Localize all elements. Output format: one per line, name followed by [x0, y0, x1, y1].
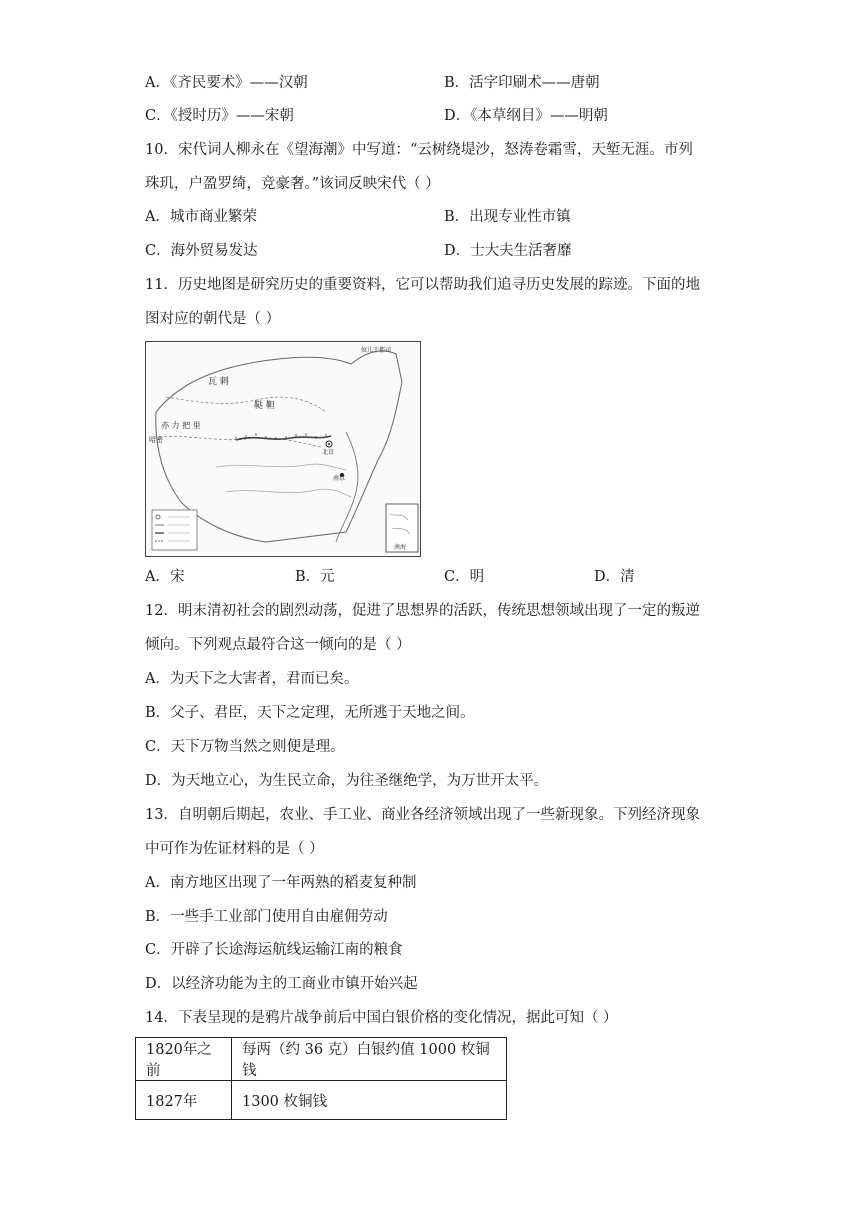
q13-option-a[interactable]: A．南方地区出现了一年两熟的稻麦复种制: [145, 875, 417, 891]
q13-stem-line2: 中可作为佐证材料的是（ ）: [145, 841, 324, 857]
q12-stem-line1: 12．明末清初社会的剧烈动荡，促进了思想界的活跃，传统思想领域出现了一定的叛逆: [145, 603, 700, 619]
historical-map: [145, 341, 421, 557]
table-row: [136, 1038, 507, 1081]
q10-option-c[interactable]: C．海外贸易发达: [145, 243, 258, 259]
q9-option-a[interactable]: A．《齐民要术》——汉朝: [145, 75, 308, 91]
q10-option-d[interactable]: D．士大夫生活奢靡: [444, 243, 572, 259]
map-label-1: 瓦 剌: [208, 377, 229, 387]
table-row: [136, 1081, 507, 1120]
q11-option-c[interactable]: C．明: [444, 569, 485, 585]
q11-option-a[interactable]: A．宋: [145, 569, 185, 585]
q12-option-d[interactable]: D．为天地立心，为生民立命，为往圣继绝学，为万世开太平。: [145, 773, 549, 789]
map-label-8: 南海: [394, 544, 407, 551]
q11-stem-line2: 图对应的朝代是（ ）: [145, 311, 281, 327]
map-label-3: 亦 力 把 里: [161, 421, 201, 430]
q9-option-c[interactable]: C．《授时历》——宋朝: [145, 108, 294, 124]
q13-option-c[interactable]: C．开辟了长途海运航线运输江南的粮食: [145, 942, 403, 958]
table-cell-period: 1827年: [136, 1081, 232, 1120]
q10-option-a[interactable]: A．城市商业繁荣: [145, 209, 257, 225]
q10-stem-line2: 珠玑，户盈罗绮，竞豪奢。”该词反映宋代（ ）: [145, 176, 440, 192]
q11-option-b[interactable]: B．元: [295, 569, 335, 585]
table-cell-value: 1300 枚铜钱: [232, 1081, 507, 1120]
silver-price-table: [135, 1037, 507, 1120]
table-cell-value: 每两（约 36 克）白银约值 1000 枚铜钱: [232, 1038, 507, 1081]
q11-option-d[interactable]: D．清: [594, 569, 635, 585]
map-label-7: 奴儿干都司: [361, 347, 392, 354]
q11-stem-line1: 11．历史地图是研究历史的重要资料，它可以帮助我们追寻历史发展的踪迹。下面的地: [145, 277, 700, 293]
q13-option-d[interactable]: D．以经济功能为主的工商业市镇开始兴起: [145, 976, 418, 992]
map-label-4: 哈密: [149, 436, 163, 444]
map-label-2: 鞑 靼: [254, 401, 275, 411]
q12-option-b[interactable]: B．父子、君臣，天下之定理，无所逃于天地之间。: [145, 705, 475, 721]
q12-stem-line2: 倾向。下列观点最符合这一倾向的是（ ）: [145, 637, 411, 653]
q10-stem-line1: 10．宋代词人柳永在《望海潮》中写道：“云树绕堤沙，怒涛卷霜雪，天堑无涯。市列: [145, 142, 693, 158]
q9-option-d[interactable]: D．《本草纲目》——明朝: [444, 108, 608, 124]
table-cell-period: 1820年之前: [136, 1038, 232, 1081]
q13-stem-line1: 13．自明朝后期起，农业、手工业、商业各经济领域出现了一些新现象。下列经济现象: [145, 807, 700, 823]
q9-option-b[interactable]: B．活字印刷术——唐朝: [444, 75, 600, 91]
q13-option-b[interactable]: B．一些手工业部门使用自由雇佣劳动: [145, 909, 388, 925]
q10-option-b[interactable]: B．出现专业性市镇: [444, 209, 571, 225]
map-label-5: 南京: [333, 475, 346, 482]
q12-option-c[interactable]: C．天下万物当然之则便是理。: [145, 739, 345, 755]
map-label-6: 北京: [322, 449, 335, 456]
q12-option-a[interactable]: A．为天下之大害者，君而已矣。: [145, 671, 359, 687]
q14-stem: 14．下表呈现的是鸦片战争前后中国白银价格的变化情况，据此可知（ ）: [145, 1010, 618, 1026]
